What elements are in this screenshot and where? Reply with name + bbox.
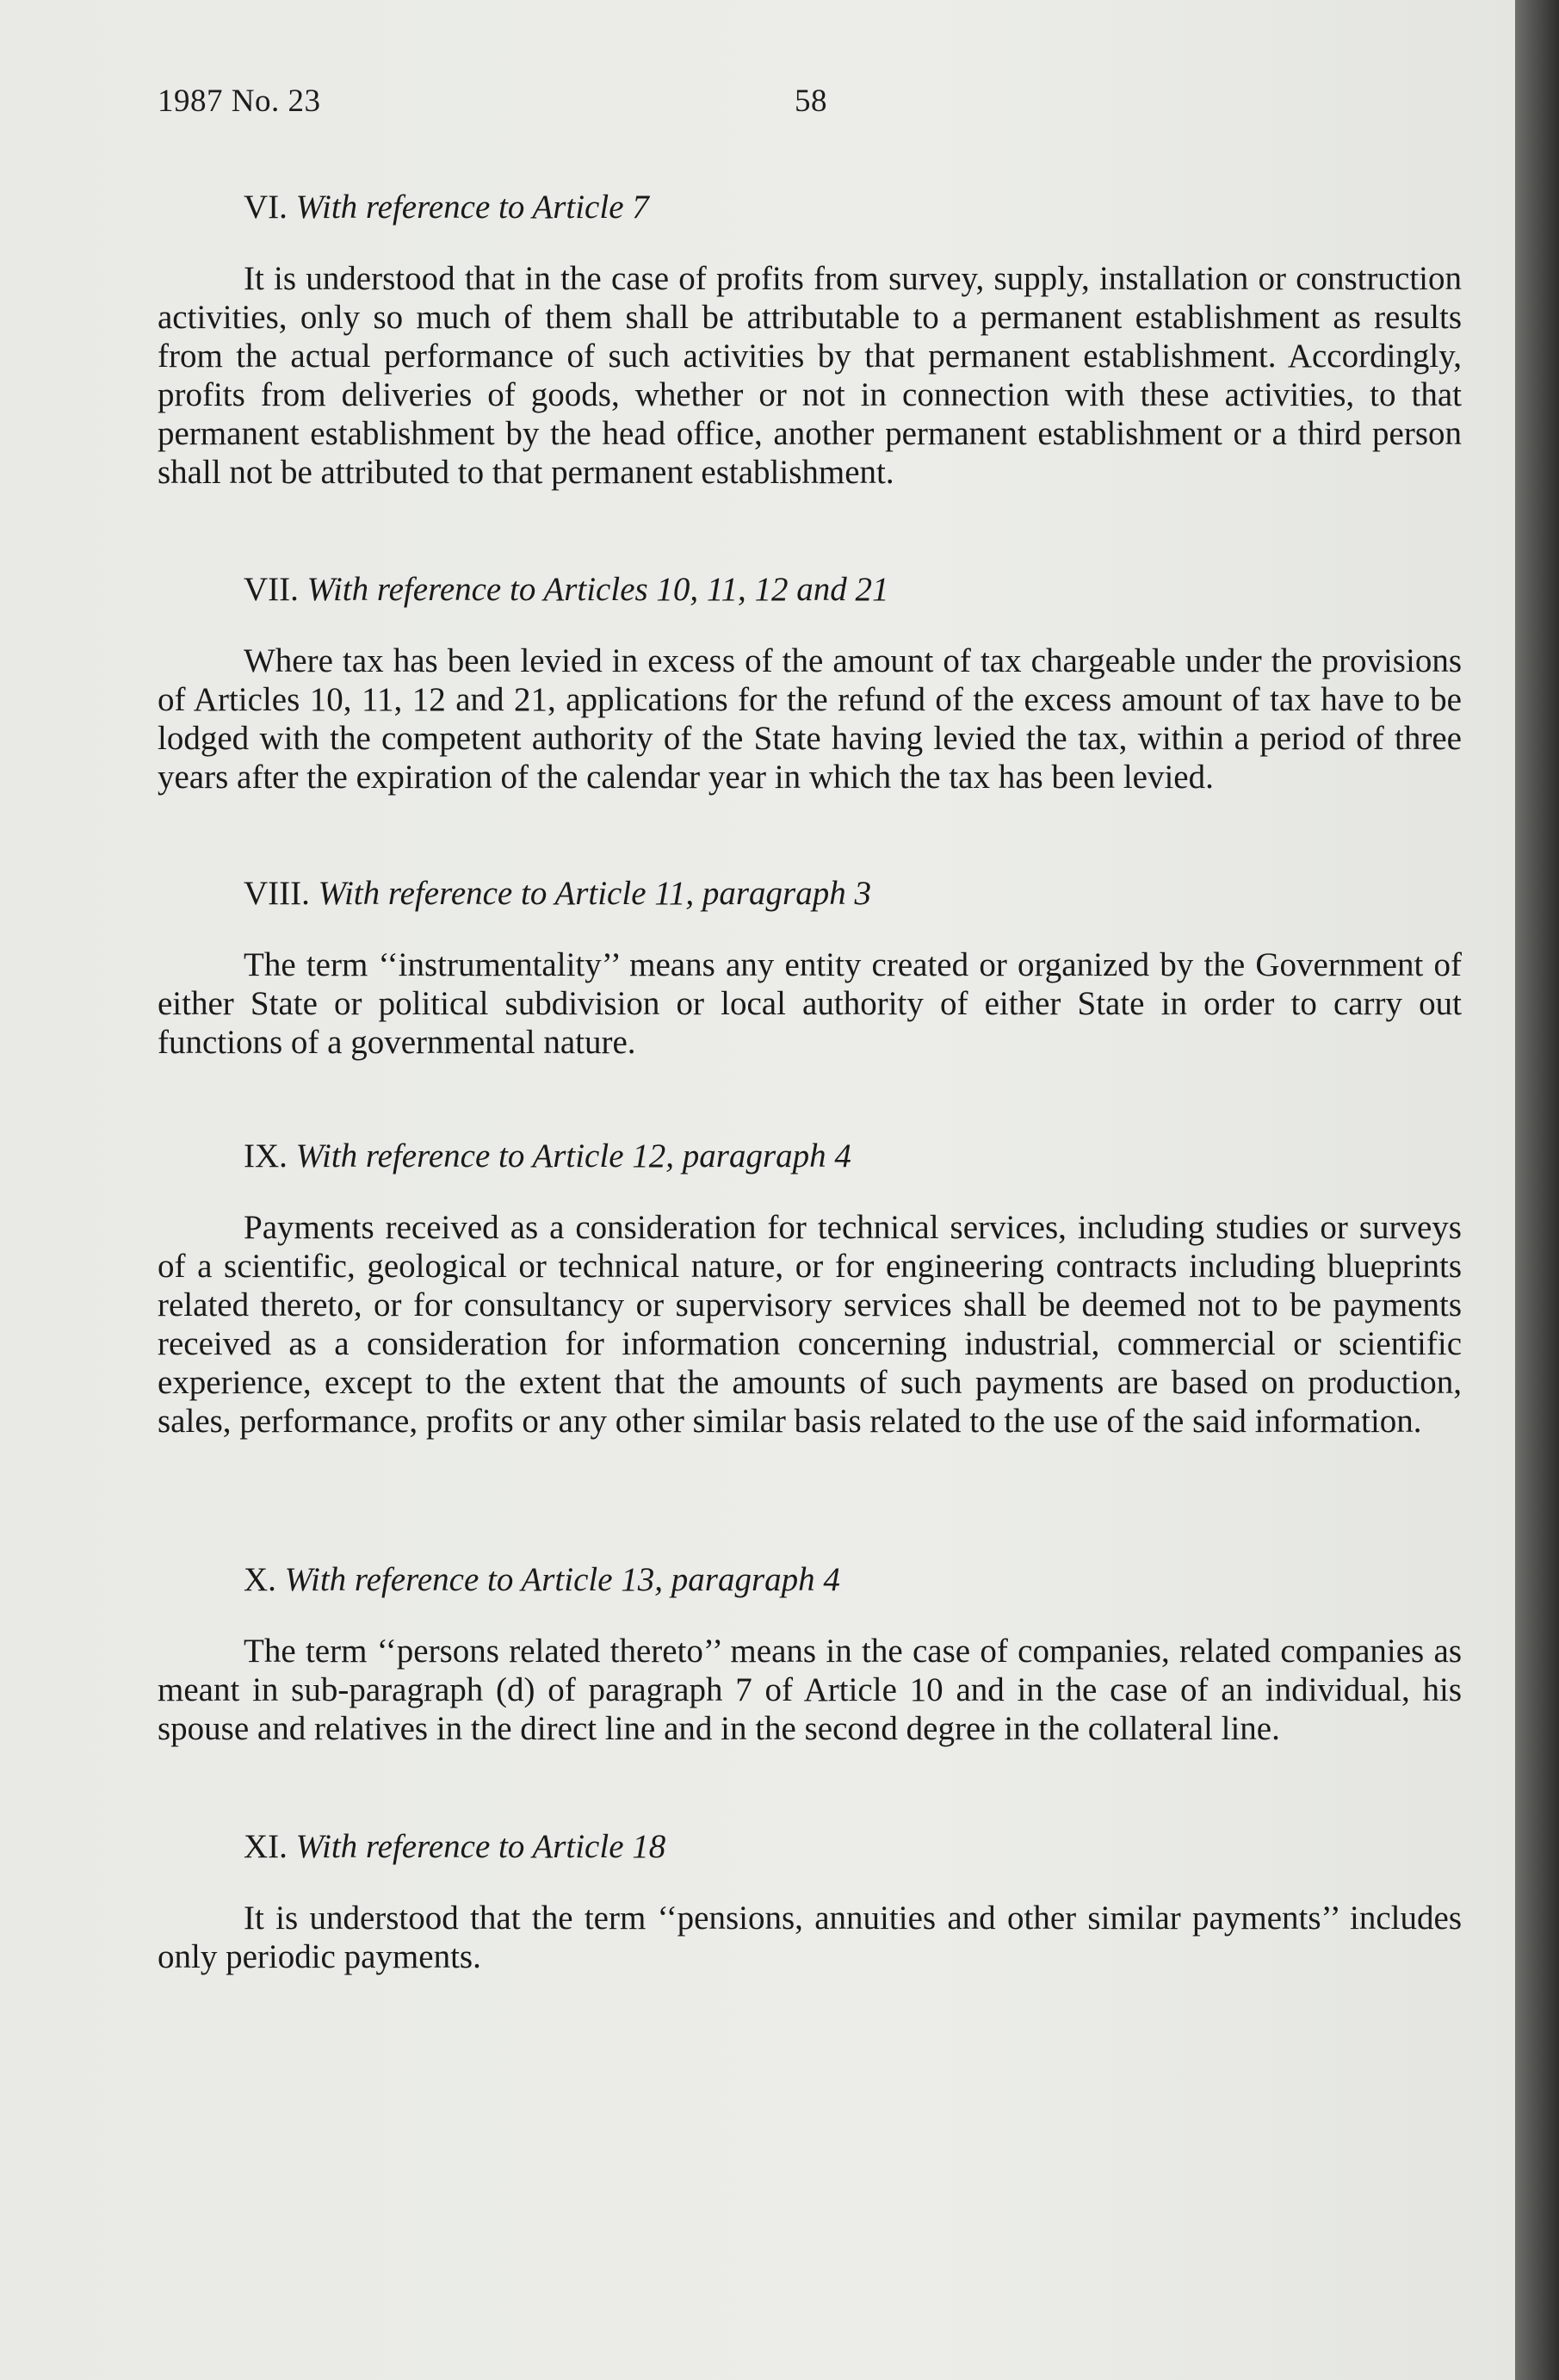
section-title: With reference to Article 7: [295, 189, 649, 226]
section-heading: [244, 1827, 1462, 1866]
section-text: It is understood that the term ‘‘pensions, annuities and other similar payments’’ includes only periodic payments.: [158, 1900, 1462, 1975]
section-number: IX.: [244, 1137, 288, 1175]
section-x: [158, 1560, 1462, 1748]
section-title: With reference to Article 12, paragraph 4: [295, 1137, 851, 1175]
section-number: VI.: [244, 189, 288, 226]
section-vii: [158, 570, 1462, 796]
page-header: [158, 83, 827, 120]
section-text: Payments received as a consideration for technical services, including studies or surveys of a scientific, geological or technical nature, or for engineering contracts including blueprints related thereto, or for consultancy or supervisory services shall be deemed not to be payments received as a consideration for information concerning industrial, commercial or scientific experience, except to the extent that the amounts of such payments are based on production, sales, performance, profits or any other similar basis related to the use of the said information.: [158, 1209, 1462, 1440]
section-viii: [158, 874, 1462, 1062]
section-number: VII.: [244, 571, 299, 608]
section-title: With reference to Article 18: [295, 1828, 666, 1865]
section-text: Where tax has been levied in excess of the amount of tax chargeable under the provisions of Articles 10, 11, 12 and 21, applications for the refund of the excess amount of tax have to be lodged with the competent authority of the State having levied the tax, within a period of three years after the expiration of the calendar year in which the tax has been levied.: [158, 642, 1462, 796]
section-text: It is understood that in the case of profits from survey, supply, installation or construction activities, only so much of them shall be attributable to a permanent establishment as results from the actual performance of such activities by that permanent establishment. Accordingly, profits from deliveries of goods, whether or not in connection with these activities, to that permanent establishment by the head office, another permanent establishment or a third person shall not be attributed to that permanent establishment.: [158, 260, 1462, 491]
section-xi: [158, 1827, 1462, 1976]
section-number: VIII.: [244, 875, 310, 912]
section-title: With reference to Article 11, paragraph 3: [318, 875, 871, 912]
page-number: 58: [795, 84, 827, 119]
section-ix: [158, 1137, 1462, 1441]
section-text: The term ‘‘instrumentality’’ means any entity created or organized by the Government of either State or political subdivision or local authority of either State in order to carry out functions of a governmental nature.: [158, 946, 1462, 1061]
section-text: The term ‘‘persons related thereto’’ means in the case of companies, related companies as meant in sub-paragraph (d) of paragraph 7 of Article 10 and in the case of an individual, his spouse and relatives in the direct line and in the second degree in the collateral line.: [158, 1633, 1462, 1747]
section-vi: [158, 188, 1462, 492]
binding-edge: [1515, 0, 1559, 2380]
section-title: With reference to Article 13, paragraph 4: [284, 1561, 840, 1598]
section-heading: [244, 1137, 1462, 1175]
document-number: 1987 No. 23: [158, 84, 321, 119]
section-heading: [244, 1560, 1462, 1599]
section-heading: [244, 570, 1462, 609]
section-title: With reference to Articles 10, 11, 12 and 21: [306, 571, 889, 608]
section-heading: [244, 874, 1462, 913]
section-number: X.: [244, 1561, 276, 1598]
section-number: XI.: [244, 1828, 288, 1865]
section-heading: [244, 188, 1462, 226]
